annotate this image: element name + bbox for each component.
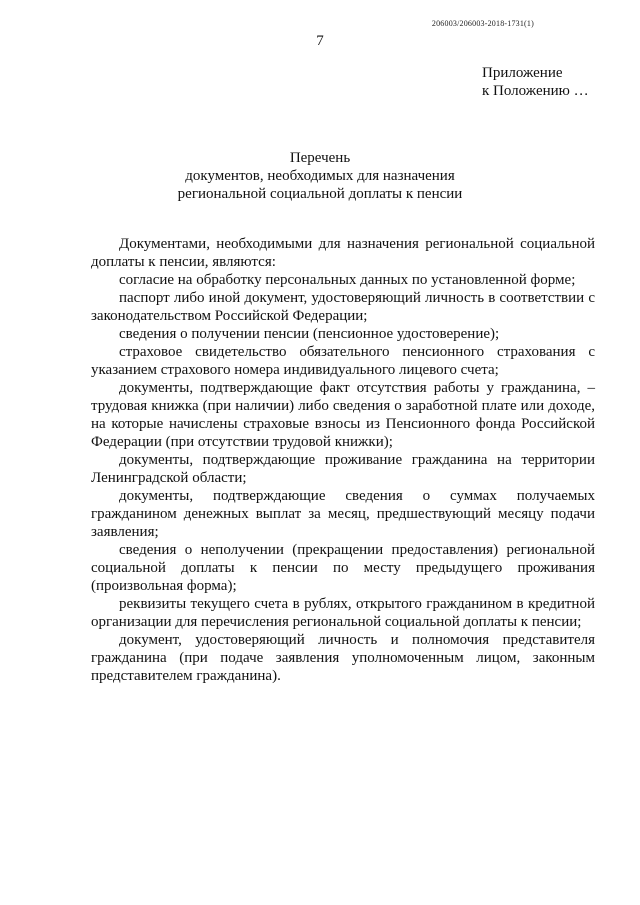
document-title bbox=[0, 149, 640, 203]
list-item: страховое свидетельство обязательного пенсионного страхования с указанием страхового номера индивидуального лицевого счета; bbox=[91, 344, 595, 378]
title-line-2: документов, необходимых для назначения bbox=[185, 168, 455, 184]
list-item: сведения о получении пенсии (пенсионное удостоверение); bbox=[119, 326, 500, 342]
list-item: документ, удостоверяющий личность и полномочия представителя гражданина (при подаче заявления уполномоченным лицом, законным представителем гражданина). bbox=[91, 632, 595, 684]
list-item: реквизиты текущего счета в рублях, открытого гражданином в кредитной организации для перечисления региональной социальной доплаты к пенсии; bbox=[91, 596, 595, 630]
appendix-line-2: к Положению … bbox=[482, 83, 589, 99]
document-code: 206003/206003-2018-1731(1) bbox=[431, 19, 534, 28]
list-item: документы, подтверждающие факт отсутствия работы у гражданина, – трудовая книжка (при наличии) либо сведения о заработной плате или доходе, на которые начислены страховые взносы из Пенсионного фонда Российской Федерации (при отсутствии трудовой книжки); bbox=[91, 380, 595, 450]
list-item: сведения о неполучении (прекращении предоставления) региональной социальной доплаты к пенсии по месту предыдущего проживания (произвольная форма); bbox=[91, 542, 595, 594]
appendix-line-1: Приложение bbox=[482, 65, 563, 81]
appendix-reference bbox=[482, 64, 632, 100]
title-line-3: региональной социальной доплаты к пенсии bbox=[177, 186, 463, 202]
list-item: паспорт либо иной документ, удостоверяющий личность в соответствии с законодательством Российской Федерации; bbox=[91, 290, 595, 324]
intro-paragraph: Документами, необходимыми для назначения региональной социальной доплаты к пенсии, являются: bbox=[91, 236, 595, 270]
list-item: документы, подтверждающие сведения о суммах получаемых гражданином денежных выплат за месяц, предшествующий месяцу подачи заявления; bbox=[91, 488, 595, 540]
list-item: согласие на обработку персональных данных по установленной форме; bbox=[119, 272, 576, 288]
document-body bbox=[91, 235, 595, 685]
title-line-1: Перечень bbox=[289, 150, 351, 166]
page-number: 7 bbox=[316, 33, 324, 49]
list-item: документы, подтверждающие проживание гражданина на территории Ленинградской области; bbox=[91, 452, 595, 486]
